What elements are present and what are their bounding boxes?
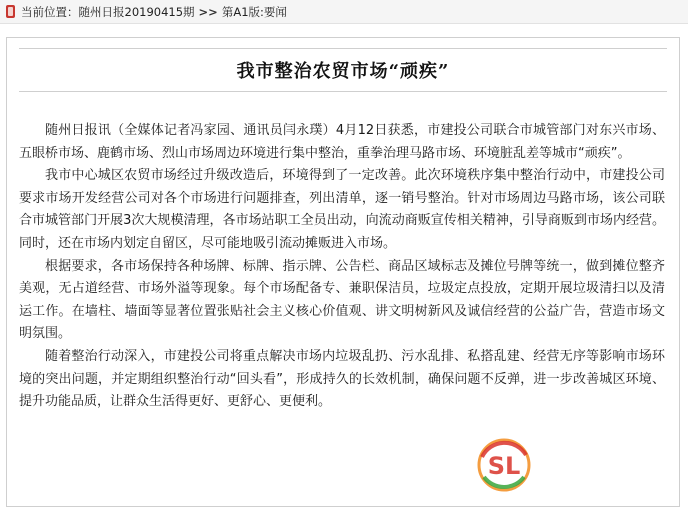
article-panel (6, 37, 680, 507)
article-paragraph: 我市中心城区农贸市场经过升级改造后，环境得到了一定改善。此次环境秩序集中整治行动中，市建投公司要求市场开发经营公司对各个市场进行问题排查，列出清单，逐一销号整治。针对市场周边马路市场，该公司联合市城管部门开展3次大规模清理，各市场站职工全员出动，向流动商贩宣传相关精神，引导商贩到市场内经营。同时，还在市场内划定自留区，尽可能地吸引流动摊贩进入市场。 (19, 168, 665, 251)
article-paragraph: 随着整治行动深入，市建投公司将重点解决市场内垃圾乱扔、污水乱排、私搭乱建、经营无序等影响市场环境的突出问题，并定期组织整治行动“回头看”，形成持久的长效机制，确保问题不反弹，进一步改善城区环境、提升功能品质，让群众生活得更好、更舒心、更便利。 (19, 348, 665, 410)
breadcrumb-page-link[interactable]: 第A1版:要闻 (221, 4, 287, 19)
breadcrumb (0, 0, 688, 24)
watermark-text: SL (487, 452, 521, 480)
location-icon (6, 5, 15, 18)
breadcrumb-separator: >> (198, 4, 218, 19)
article-paragraph: 随州日报讯（全媒体记者冯家园、通讯员闫永璞）4月12日获悉，市建投公司联合市城管部门对东兴市场、五眼桥市场、鹿鹤市场、烈山市场周边环境进行集中整治，重拳治理马路市场、环境脏乱差等城市“顽疾”。 (19, 123, 665, 161)
article-body (19, 120, 665, 414)
breadcrumb-paper-link[interactable]: 随州日报20190415期 (78, 4, 195, 19)
breadcrumb-label: 当前位置： (21, 4, 79, 19)
title-box (19, 48, 667, 92)
sl-logo-icon (470, 437, 538, 493)
article-title: 我市整治农贸市场“顽疾” (236, 61, 450, 82)
article-paragraph: 根据要求，各市场保持各种场牌、标牌、指示牌、公告栏、商品区域标志及摊位号牌等统一，做到摊位整齐美观，无占道经营、市场外溢等现象。每个市场配备专、兼职保洁员，垃圾定点投放，定期开展垃圾清扫以及清运工作。在墙柱、墙面等显著位置张贴社会主义核心价值观、讲文明树新风及诚信经营的公益广告，营造市场文明氛围。 (19, 258, 665, 342)
